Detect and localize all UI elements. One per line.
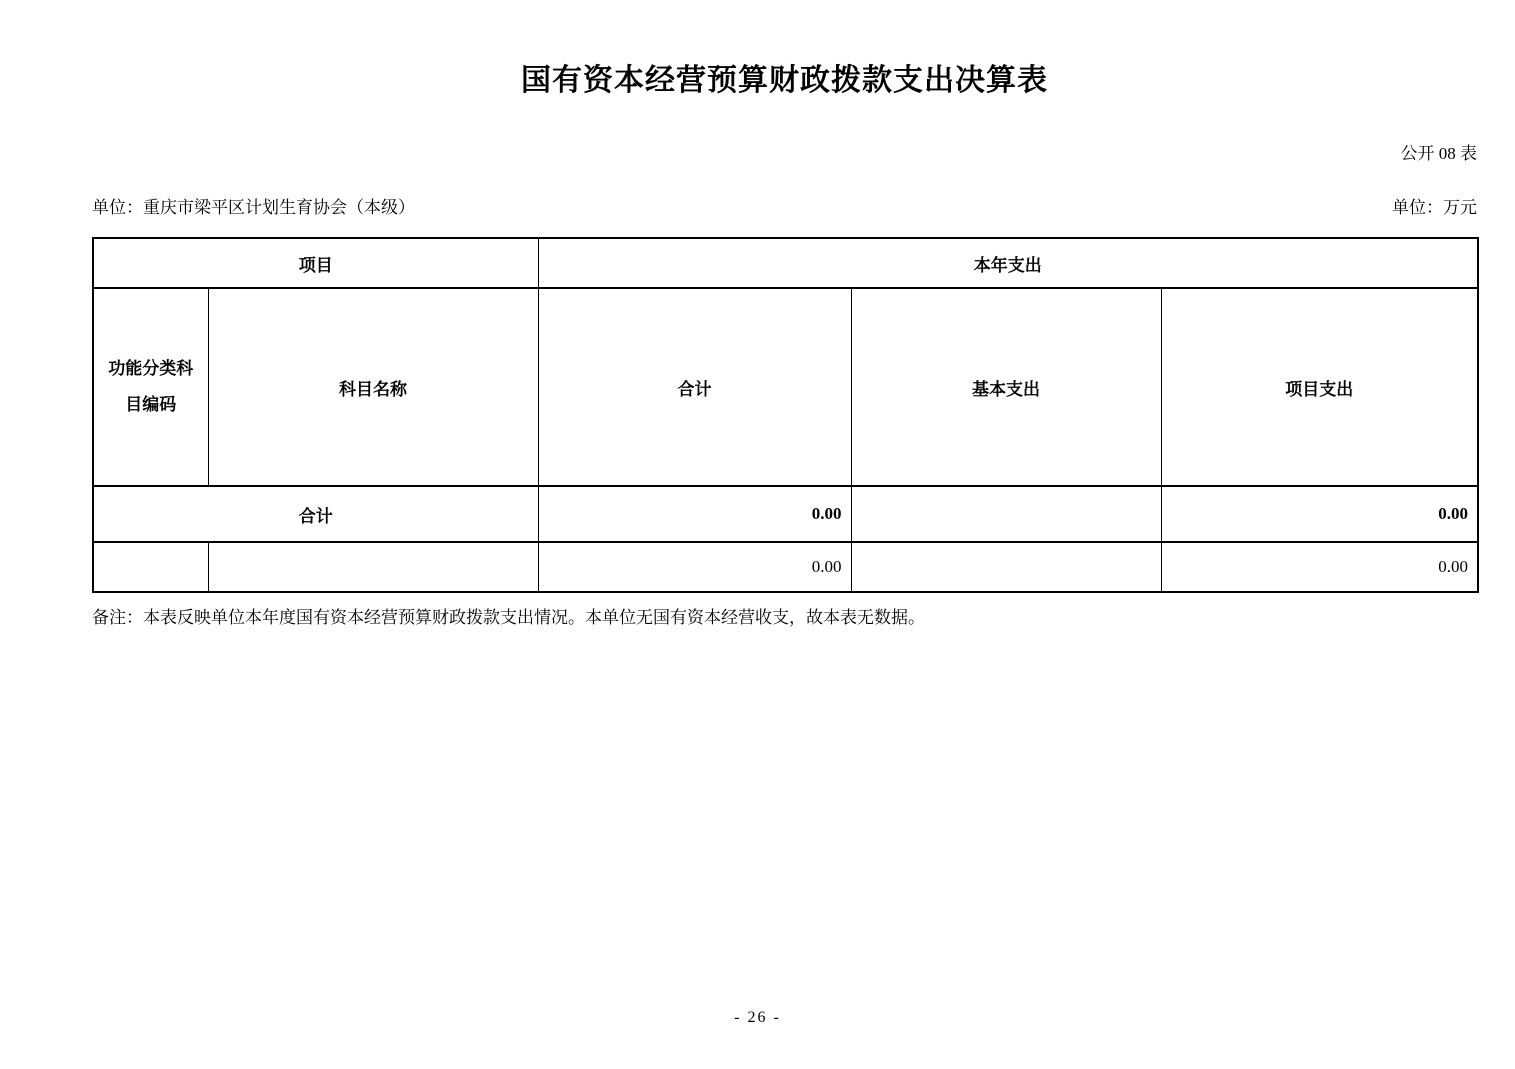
unit-info-row (92, 193, 1477, 218)
header-total: 合计 (538, 288, 851, 486)
page-title: 国有资本经营预算财政拨款支出决算表 (521, 64, 1048, 97)
total-row-basic-value (851, 486, 1161, 542)
table-row-detail (93, 542, 1478, 592)
header-project-group: 项目 (93, 238, 538, 288)
table-header-group-row (93, 238, 1478, 288)
reporting-unit-label: 单位：重庆市梁平区计划生育协会（本级） (92, 198, 415, 217)
currency-unit-label: 单位：万元 (1392, 198, 1477, 217)
table-row-total (93, 486, 1478, 542)
page-content (92, 0, 1477, 631)
total-row-project-value: 0.00 (1161, 486, 1478, 542)
table-remark: 备注：本表反映单位本年度国有资本经营预算财政拨款支出情况。本单位无国有资本经营收支，故本表无数据。 (92, 608, 925, 627)
table-number-label: 公开 08 表 (1400, 144, 1477, 163)
header-current-year-expenditure-group: 本年支出 (538, 238, 1478, 288)
header-subject-name: 科目名称 (208, 288, 538, 486)
page-number: - 26 - (734, 1009, 781, 1026)
detail-row-basic-value (851, 542, 1161, 592)
header-basic-expenditure: 基本支出 (851, 288, 1161, 486)
detail-row-project-value: 0.00 (1161, 542, 1478, 592)
detail-row-name-cell (208, 542, 538, 592)
total-row-label: 合计 (93, 486, 538, 542)
header-project-expenditure: 项目支出 (1161, 288, 1478, 486)
table-header-columns-row (93, 288, 1478, 486)
fiscal-table (92, 237, 1479, 593)
header-function-code: 功能分类科目编码 (93, 288, 208, 486)
detail-row-total-value: 0.00 (538, 542, 851, 592)
detail-row-code-cell (93, 542, 208, 592)
total-row-total-value: 0.00 (538, 486, 851, 542)
